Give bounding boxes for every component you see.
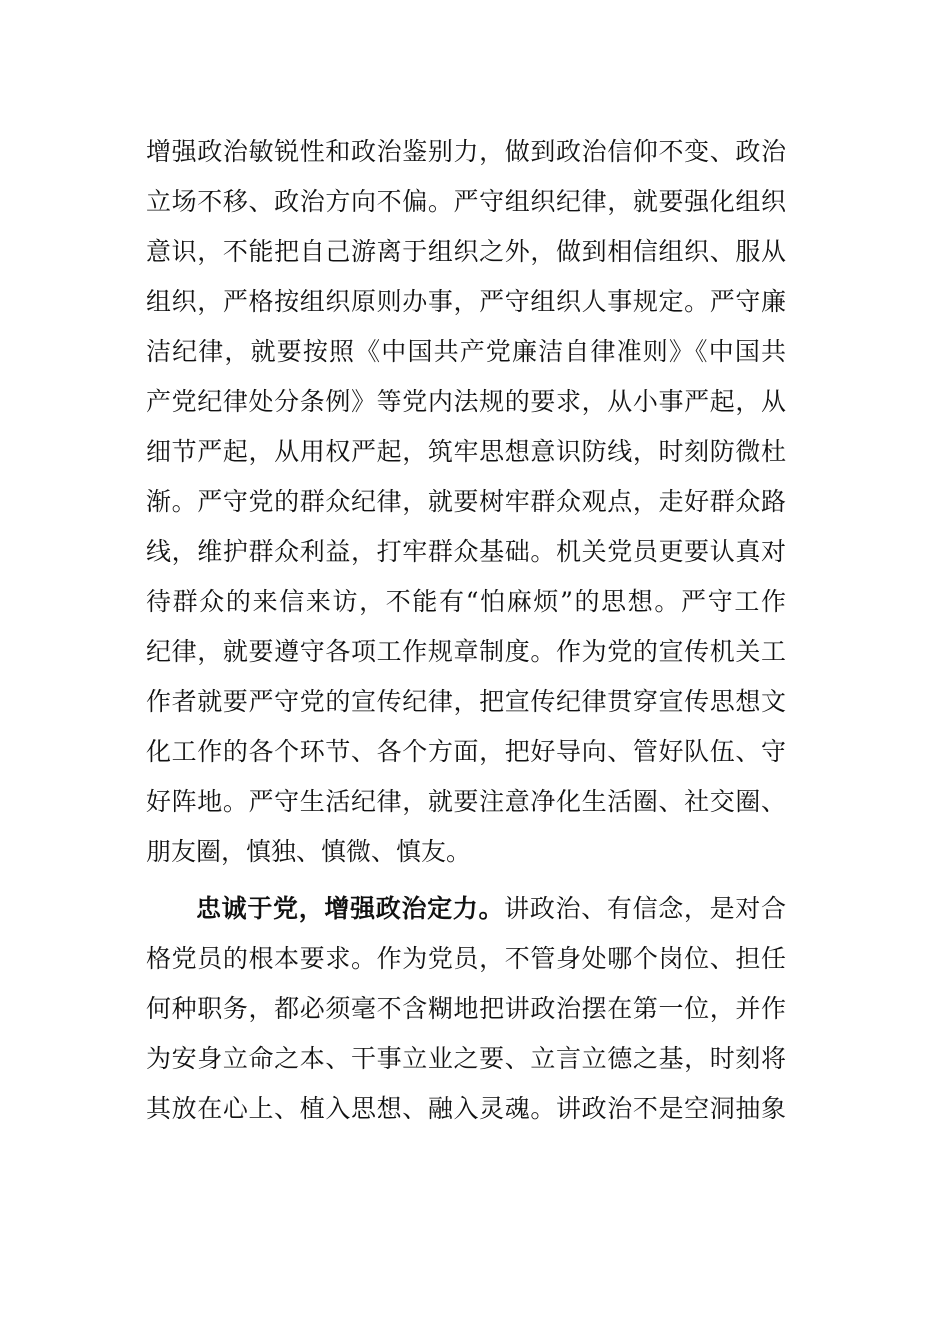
text-line: 增强政治敏锐性和政治鉴别力，做到政治信仰不变、政治 — [146, 137, 786, 166]
text-line: 线，维护群众利益，打牢群众基础。机关党员更要认真对 — [146, 537, 786, 566]
text-run: 讲政治、有信念，是对合 — [504, 894, 786, 923]
text-line: 作者就要严守党的宣传纪律，把宣传纪律贯穿宣传思想文 — [146, 687, 786, 716]
text-line: 产党纪律处分条例》等党内法规的要求，从小事严起，从 — [146, 387, 786, 416]
text-line: 化工作的各个环节、各个方面，把好导向、管好队伍、守 — [146, 737, 786, 766]
text-line: 何种职务，都必须毫不含糊地把讲政治摆在第一位，并作 — [146, 994, 786, 1023]
paragraph-first-line — [146, 884, 786, 934]
text-line: 立场不移、政治方向不偏。严守组织纪律，就要强化组织 — [146, 187, 786, 216]
text-line: 格党员的根本要求。作为党员，不管身处哪个岗位、担任 — [146, 944, 786, 973]
text-line: 意识，不能把自己游离于组织之外，做到相信组织、服从 — [146, 237, 786, 266]
text-line: 纪律，就要遵守各项工作规章制度。作为党的宣传机关工 — [146, 637, 786, 666]
text-line: 洁纪律，就要按照《中国共产党廉洁自律准则》《中国共 — [146, 337, 786, 366]
text-line: 细节严起，从用权严起，筑牢思想意识防线，时刻防微杜 — [146, 437, 786, 466]
paragraph-discipline — [146, 127, 786, 877]
text-line: 组织，严格按组织原则办事，严守组织人事规定。严守廉 — [146, 287, 786, 316]
text-line: 其放在心上、植入思想、融入灵魂。讲政治不是空洞抽象 — [146, 1094, 786, 1123]
text-line: 好阵地。严守生活纪律，就要注意净化生活圈、社交圈、 — [146, 787, 786, 816]
paragraph-loyalty — [146, 884, 786, 1134]
text-line: 待群众的来信来访，不能有“怕麻烦”的思想。严守工作 — [146, 587, 786, 616]
text-line: 为安身立命之本、干事立业之要、立言立德之基，时刻将 — [146, 1044, 786, 1073]
text-line: 渐。严守党的群众纪律，就要树牢群众观点，走好群众路 — [146, 487, 786, 516]
paragraph-lead-heading: 忠诚于党，增强政治定力。 — [196, 894, 505, 923]
text-line: 朋友圈，慎独、慎微、慎友。 — [146, 837, 472, 866]
